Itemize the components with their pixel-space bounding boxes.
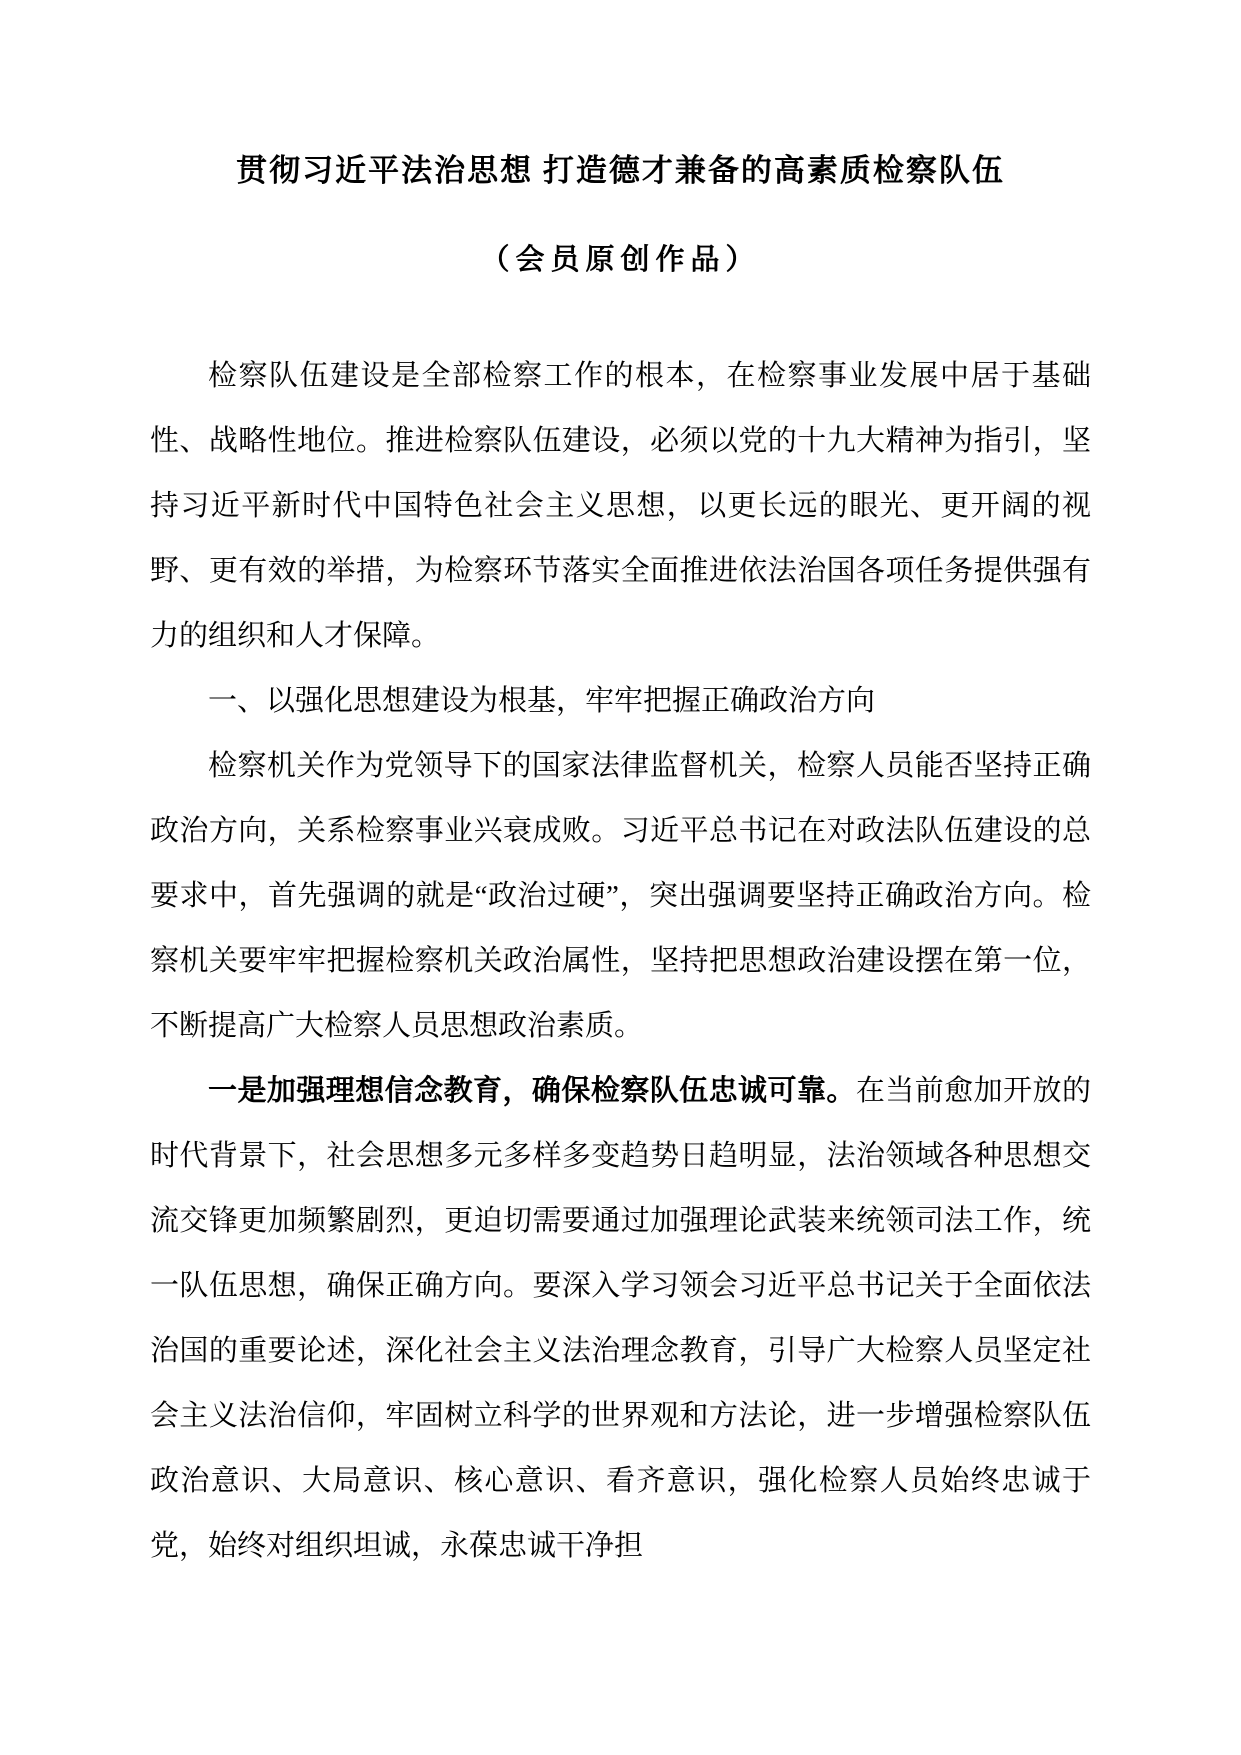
- paragraph-section-1: 检察机关作为党领导下的国家法律监督机关，检察人员能否坚持正确政治方向，关系检察事业兴衰成败。习近平总书记在对政法队伍建设的总要求中，首先强调的就是“政治过硬”，突出强调要坚持正确政治方向。检察机关要牢牢把握检察机关政治属性，坚持把思想政治建设摆在第一位，不断提高广大检察人员思想政治素质。: [150, 750, 1091, 1042]
- document-title: 贯彻习近平法治思想 打造德才兼备的高素质检察队伍: [236, 153, 1005, 188]
- point-1-bold-lead: 一是加强理想信念教育，确保检察队伍忠诚可靠。: [208, 1075, 856, 1107]
- document-subtitle: （会员原创作品）: [480, 244, 761, 276]
- document-body: [150, 344, 1091, 1579]
- paragraph-point-1: [150, 1059, 1091, 1579]
- point-1-body-text: 在当前愈加开放的时代背景下，社会思想多元多样多变趋势日趋明显，法治领域各种思想交流交锋更加频繁剧烈，更迫切需要通过加强理论武装来统领司法工作，统一队伍思想，确保正确方向。要深入学习领会习近平总书记关于全面依法治国的重要论述，深化社会主义法治理念教育，引导广大检察人员坚定社会主义法治信仰，牢固树立科学的世界观和方法论，进一步增强检察队伍政治意识、大局意识、核心意识、看齐意识，强化检察人员始终忠诚于党，始终对组织坦诚，永葆忠诚干净担: [150, 1075, 1091, 1562]
- section-1-heading: 一、以强化思想建设为根基，牢牢把握正确政治方向: [208, 685, 876, 717]
- paragraph-intro: 检察队伍建设是全部检察工作的根本，在检察事业发展中居于基础性、战略性地位。推进检察队伍建设，必须以党的十九大精神为指引，坚持习近平新时代中国特色社会主义思想，以更长远的眼光、更开阔的视野、更有效的举措，为检察环节落实全面推进依法治国各项任务提供强有力的组织和人才保障。: [150, 360, 1091, 652]
